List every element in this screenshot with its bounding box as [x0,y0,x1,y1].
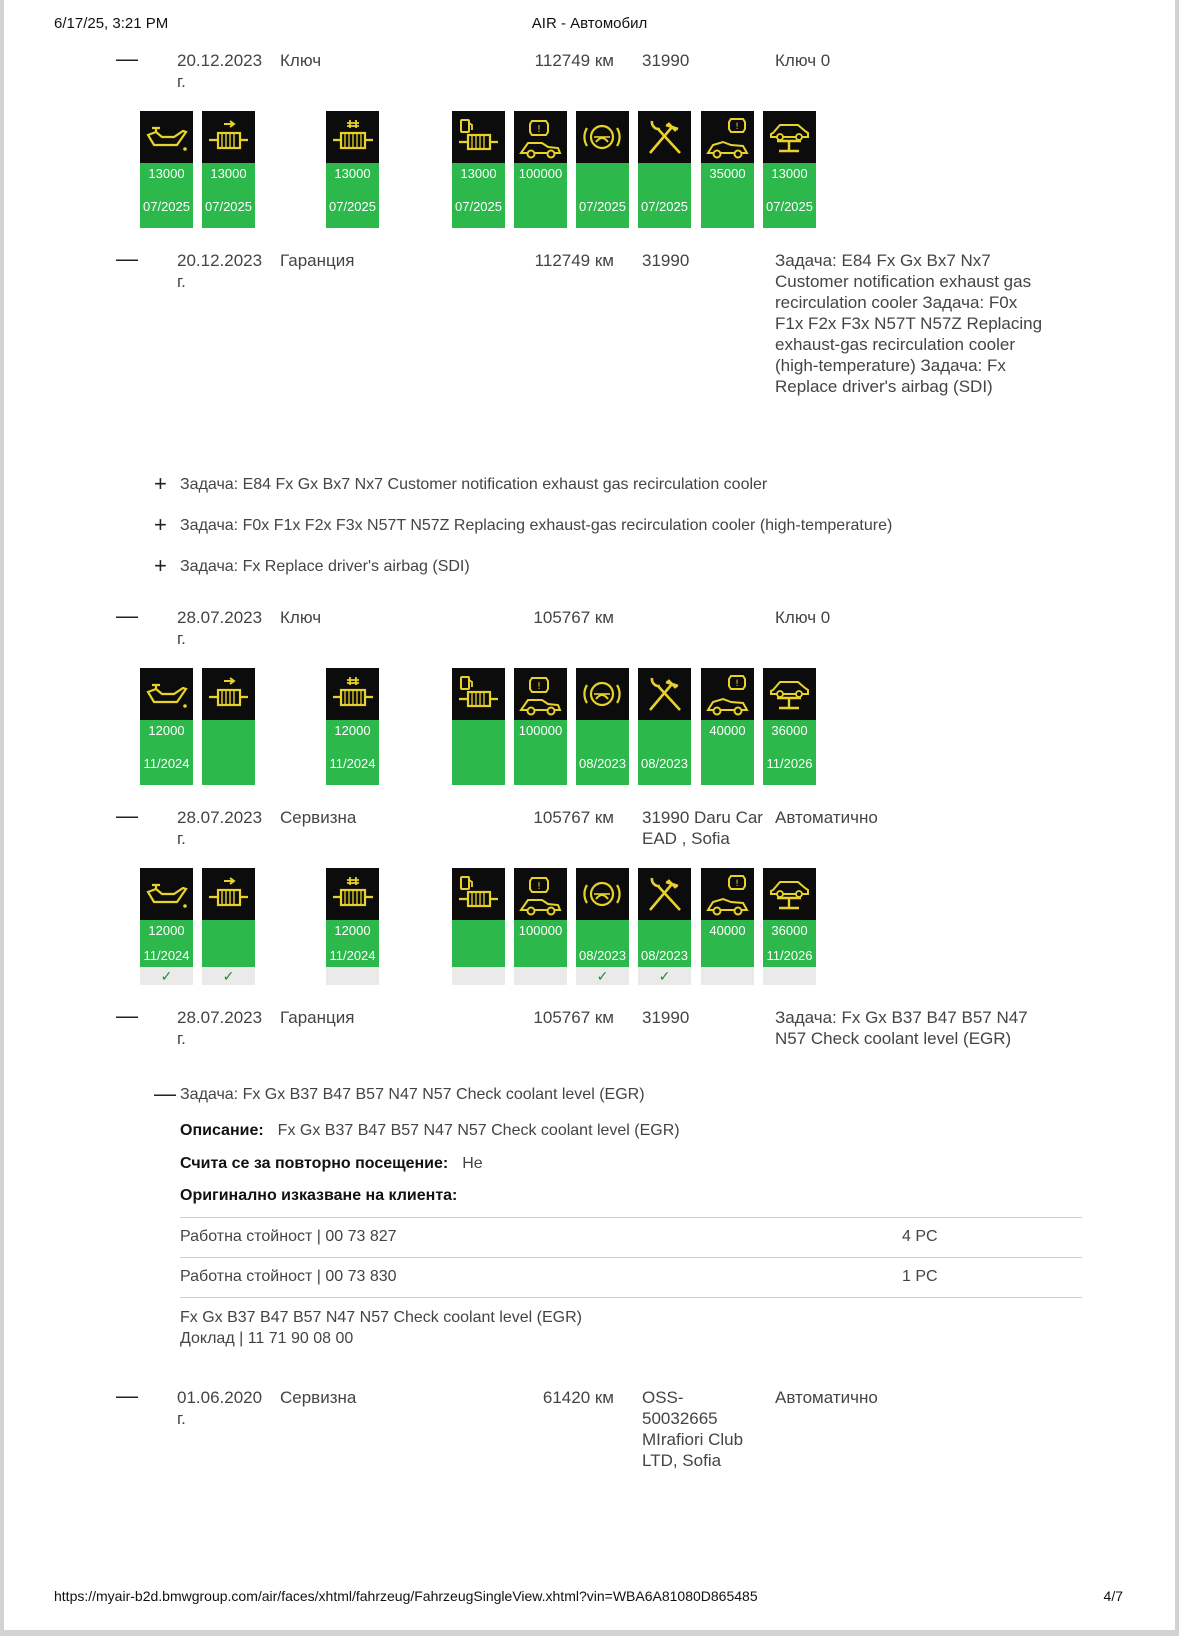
service-tile [576,111,629,228]
task-item[interactable] [154,512,892,538]
svg-text:!: ! [536,881,542,892]
history-entry [4,246,1175,396]
inspection-lift-icon [763,668,816,720]
fuel-filter-icon [452,111,505,163]
service-status-row [4,668,1175,786]
service-tile [202,668,255,785]
tile-due-date: 08/2023 [641,948,688,963]
tile-mileage: 13000 [460,166,497,181]
entry-type: Гаранция [280,251,355,270]
tile-due-date: 07/2025 [143,199,190,214]
tile-mileage: 12000 [148,723,185,738]
entry-dealer: 31990 [642,1008,690,1027]
entry-dealer: 31990 Daru Car EAD , Sofia [642,808,763,848]
service-tile [140,111,193,228]
entry-mileage: 112749 км [534,51,614,70]
entry-type: Сервизна [280,1388,357,1407]
task-label: Задача: E84 Fx Gx Bx7 Nx7 Customer notification exhaust gas recirculation cooler [180,476,768,493]
tile-due-date: 07/2025 [455,199,502,214]
tile-mileage: 13000 [334,166,371,181]
revisit-label: Счита се за повторно посещение: [180,1155,449,1172]
task-label: Задача: Fx Replace driver's airbag (SDI) [180,558,470,575]
service-tools-icon [638,668,691,720]
check-mark-icon [452,967,505,985]
entry-mileage: 105767 км [533,608,614,627]
tile-due-date: 11/2024 [329,948,376,963]
description-label: Описание: [180,1122,264,1139]
tile-mileage: 12000 [334,923,371,938]
entry-info: Ключ 0 [775,51,831,70]
table-row [180,1218,1082,1258]
task-label: Задача: Fx Gx B37 B47 B57 N47 N57 Check coolant level (EGR) [180,1086,645,1103]
tile-due-date: 11/2024 [329,756,376,771]
entry-type: Ключ [280,51,322,70]
history-entry [4,1383,1175,1470]
tile-mileage: 12000 [148,923,185,938]
service-tile [452,111,505,228]
entry-mileage: 112749 км [534,251,614,270]
rear-brake-icon [701,668,754,720]
check-mark-icon: ✓ [140,967,193,985]
tile-mileage: 35000 [709,166,746,181]
service-tile [763,668,816,785]
service-tile [701,111,754,228]
service-tile [763,868,816,967]
fuel-filter-icon [452,668,505,720]
tile-due-date: 08/2023 [579,948,626,963]
brake-fluid-icon [576,868,629,920]
svg-text:!: ! [735,122,739,132]
labour-name: Работна стойност | 00 73 830 [180,1268,397,1285]
tile-due-date: 07/2025 [641,199,688,214]
entry-date: 28.07.2023 г. [177,608,263,648]
tile-due-date: 07/2025 [205,199,252,214]
microfilter-icon [202,868,255,920]
vehicle-check-icon [514,111,567,163]
tile-mileage: 36000 [771,723,808,738]
vehicle-check-icon [514,868,567,920]
entry-date: 28.07.2023 г. [177,808,263,848]
service-tools-icon [638,111,691,163]
tile-mileage: 36000 [771,923,808,938]
entry-info: Задача: Fx Gx B37 B47 B57 N47 N57 Check coolant level (EGR) [775,1008,1028,1048]
check-mark-icon: ✓ [638,967,691,985]
collapse-toggle[interactable]: — [116,1003,138,1028]
task-report [180,1307,582,1349]
labour-qty: 4 PC [902,1228,938,1245]
service-tile [514,111,567,228]
report-code: Доклад | 11 71 90 08 00 [180,1330,354,1347]
service-tile [576,668,629,785]
page-number: 4/7 [1103,1588,1123,1604]
entry-date: 01.06.2020 г. [177,1388,263,1428]
collapse-toggle[interactable]: — [116,603,138,628]
task-item-expanded[interactable] [154,1081,645,1107]
service-tile [202,111,255,228]
entry-date: 20.12.2023 г. [177,51,263,91]
service-tile [326,111,379,228]
entry-mileage: 105767 км [533,808,614,827]
labour-name: Работна стойност | 00 73 827 [180,1228,397,1245]
collapse-toggle[interactable]: — [116,1383,138,1408]
brake-fluid-icon [576,668,629,720]
print-datetime: 6/17/25, 3:21 PM [54,15,169,32]
service-tile [514,668,567,785]
labour-table [180,1217,1082,1298]
table-row [180,1258,1082,1298]
expand-plus-icon[interactable]: + [154,471,167,496]
task-revisit [180,1155,483,1173]
tile-due-date: 11/2024 [143,948,190,963]
service-tile [638,668,691,785]
entry-dealer: OSS-50032665 MIrafiori Club LTD, Sofia [642,1388,744,1470]
service-tile [763,111,816,228]
service-tile [452,668,505,785]
service-tile [202,868,255,984]
history-entry [4,603,1175,657]
svg-text:!: ! [536,681,542,692]
entry-dealer: 31990 [642,251,690,270]
page-title: AIR - Автомобил [531,15,648,32]
entry-date: 20.12.2023 г. [177,251,263,291]
oil-icon [140,668,193,720]
svg-text:!: ! [536,124,542,135]
service-tile [701,668,754,785]
task-description [180,1122,680,1140]
brake-fluid-icon [576,111,629,163]
service-tile [452,868,505,967]
tile-mileage: 100000 [518,923,563,938]
history-entry [4,46,1175,100]
collapse-toggle[interactable]: — [116,46,138,71]
check-mark-icon [326,967,379,985]
oil-icon [140,111,193,163]
tile-due-date: 11/2026 [766,948,813,963]
task-label: Задача: F0x F1x F2x F3x N57T N57Z Replacing exhaust-gas recirculation cooler (high-temperature) [180,517,893,534]
tile-mileage: 40000 [709,923,746,938]
tile-due-date: 11/2024 [143,756,190,771]
entry-type: Гаранция [280,1008,355,1027]
expand-plus-icon[interactable]: + [154,553,167,578]
microfilter-icon [202,111,255,163]
particle-filter-icon [326,111,379,163]
labour-qty: 1 PC [902,1268,938,1285]
tile-mileage: 13000 [771,166,808,181]
entry-type: Ключ [280,608,322,627]
revisit-value: Не [462,1155,483,1172]
service-tile [140,668,193,785]
page-url: https://myair-b2d.bmwgroup.com/air/faces/xhtml/fahrzeug/FahrzeugSingleView.xhtml?vin=WBA6A81080D865485 [54,1588,758,1604]
service-tile [514,868,567,967]
entry-info: Автоматично [775,808,878,827]
inspection-lift-icon [763,868,816,920]
entry-info: Автоматично [775,1388,878,1407]
entry-date: 28.07.2023 г. [177,1008,263,1048]
document-page [4,0,1175,1630]
rear-brake-icon [701,111,754,163]
entry-info: Задача: E84 Fx Gx Bx7 Nx7 Customer notification exhaust gas recirculation cooler Задача: F0x F1x F2x F3x N57T N57Z Replacing exhaust-gas recirculation cooler (high-temperature) Задача: Fx Replace driver's airbag (SDI) [775,251,1043,396]
tile-mileage: 13000 [210,166,247,181]
description-value: Fx Gx B37 B47 B57 N47 N57 Check coolant level (EGR) [277,1122,680,1139]
expand-plus-icon[interactable]: + [154,512,167,537]
fuel-filter-icon [452,868,505,920]
service-tile [701,868,754,967]
particle-filter-icon [326,668,379,720]
history-entry [4,1003,1175,1057]
svg-text:!: ! [735,879,739,889]
task-item[interactable] [154,471,767,497]
collapse-toggle[interactable]: — [116,246,138,271]
service-status-row [4,111,1175,229]
tile-due-date: 11/2026 [766,756,813,771]
entry-type: Сервизна [280,808,357,827]
microfilter-icon [202,668,255,720]
tile-mileage: 100000 [518,723,563,738]
entry-mileage: 105767 км [533,1008,614,1027]
particle-filter-icon [326,868,379,920]
service-status-row [4,868,1175,986]
report-title: Fx Gx B37 B47 B57 N47 N57 Check coolant level (EGR) [180,1309,582,1326]
entry-dealer: 31990 [642,51,690,70]
tile-due-date: 07/2025 [766,199,813,214]
entry-info: Ключ 0 [775,608,831,627]
check-mark-icon: ✓ [576,967,629,985]
tile-mileage: 12000 [334,723,371,738]
service-tile [576,868,629,984]
check-mark-icon [701,967,754,985]
svg-text:!: ! [735,679,739,689]
service-tile [638,111,691,228]
tile-mileage: 13000 [148,166,185,181]
service-tile [326,868,379,967]
task-item[interactable] [154,553,470,579]
collapse-minus-icon[interactable]: — [154,1081,176,1106]
entry-mileage: 61420 км [542,1388,614,1407]
tile-due-date: 08/2023 [579,756,626,771]
check-mark-icon: ✓ [202,967,255,985]
service-tile [140,868,193,984]
rear-brake-icon [701,868,754,920]
collapse-toggle[interactable]: — [116,803,138,828]
oil-icon [140,868,193,920]
tile-due-date: 07/2025 [329,199,376,214]
tile-due-date: 08/2023 [641,756,688,771]
check-mark-icon [514,967,567,985]
tile-mileage: 100000 [518,166,563,181]
tile-due-date: 07/2025 [579,199,626,214]
tile-mileage: 40000 [709,723,746,738]
history-entry [4,803,1175,857]
service-tile [326,668,379,785]
vehicle-check-icon [514,668,567,720]
inspection-lift-icon [763,111,816,163]
service-tile [638,868,691,984]
check-mark-icon [763,967,816,985]
task-complaint-label: Оригинално изказване на клиента: [180,1187,458,1204]
service-tools-icon [638,868,691,920]
